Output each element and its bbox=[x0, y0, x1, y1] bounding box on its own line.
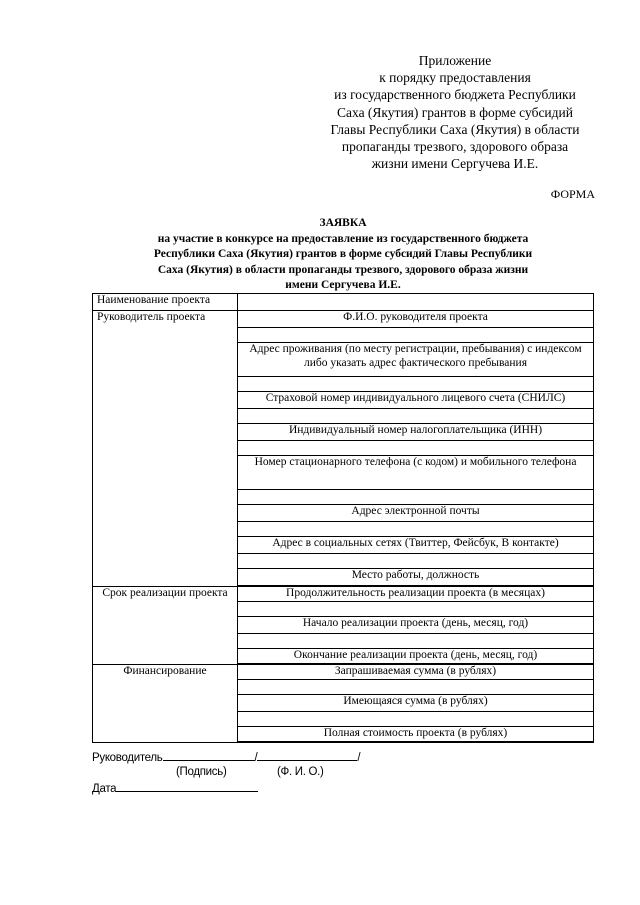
signature-caption: (Подпись) bbox=[176, 766, 227, 778]
name-caption: (Ф. И. О.) bbox=[277, 766, 324, 778]
signature-slash: / bbox=[254, 752, 258, 764]
forma-label: ФОРМА bbox=[550, 187, 595, 201]
heading-line: Республики Саха (Якутия) грантов в форме субсидий Главы Республики bbox=[153, 248, 533, 260]
signature-field[interactable] bbox=[163, 750, 255, 761]
appendix-line: Приложение bbox=[418, 53, 492, 68]
leader-snils-field[interactable] bbox=[238, 409, 594, 424]
heading-line: Саха (Якутия) в области пропаганды трезвого, здорового образа жизни bbox=[157, 263, 529, 276]
project-name-field[interactable] bbox=[238, 294, 594, 311]
leader-social-label: Адрес в социальных сетях (Твиттер, Фейсбук, В контакте) bbox=[238, 537, 594, 554]
heading-line: на участие в конкурсе на предоставление из государственного бюджета bbox=[157, 232, 529, 245]
application-heading bbox=[92, 216, 594, 294]
leader-inn-label: Индивидуальный номер налогоплательщика (ИНН) bbox=[238, 424, 594, 441]
leader-phone-field[interactable] bbox=[238, 490, 594, 505]
leader-email-label: Адрес электронной почты bbox=[238, 505, 594, 522]
leader-snils-label: Страховой номер индивидуального лицевого счета (СНИЛС) bbox=[238, 392, 594, 409]
leader-phone-label: Номер стационарного телефона (с кодом) и мобильного телефона bbox=[238, 456, 594, 490]
date-label: Дата bbox=[92, 783, 117, 795]
leader-section-label: Руководитель проекта bbox=[93, 311, 238, 587]
date-field[interactable] bbox=[116, 781, 258, 792]
application-form-table bbox=[92, 293, 594, 743]
term-start-label: Начало реализации проекта (день, месяц, год) bbox=[238, 617, 594, 634]
term-duration-field[interactable] bbox=[238, 602, 594, 617]
financing-section-label: Финансирование bbox=[93, 665, 238, 743]
appendix-line: Саха (Якутия) грантов в форме субсидий bbox=[337, 104, 573, 120]
heading-title: ЗАЯВКА bbox=[319, 217, 367, 229]
appendix-line: пропаганды трезвого, здорового образа bbox=[341, 139, 569, 155]
term-duration-label: Продолжительность реализации проекта (в месяцах) bbox=[238, 587, 594, 602]
appendix-line: к порядку предоставления bbox=[379, 70, 531, 86]
leader-inn-field[interactable] bbox=[238, 441, 594, 456]
financing-total-label: Полная стоимость проекта (в рублях) bbox=[238, 727, 594, 742]
appendix-line: из государственного бюджета Республики bbox=[334, 87, 576, 103]
leader-email-field[interactable] bbox=[238, 522, 594, 537]
project-name-label: Наименование проекта bbox=[93, 294, 238, 311]
heading-line: имени Сергучева И.Е. bbox=[285, 279, 401, 291]
term-start-field[interactable] bbox=[238, 634, 594, 649]
signature-slash-end: / bbox=[357, 752, 361, 764]
leader-fio-label: Ф.И.О. руководителя проекта bbox=[238, 311, 594, 328]
signature-line bbox=[92, 750, 360, 764]
appendix-line: жизни имени Сергучева И.Е. bbox=[371, 156, 539, 172]
appendix-block bbox=[300, 52, 610, 172]
date-line bbox=[92, 781, 258, 795]
leader-address-label: Адрес проживания (по месту регистрации, пребывания) с индексом либо указать адрес фактического пребывания bbox=[238, 343, 594, 377]
leader-social-field[interactable] bbox=[238, 554, 594, 569]
term-end-label: Окончание реализации проекта (день, месяц, год) bbox=[238, 649, 594, 664]
leader-fio-field[interactable] bbox=[238, 328, 594, 343]
appendix-line: Главы Республики Саха (Якутия) в области bbox=[330, 121, 580, 137]
financing-requested-label: Запрашиваемая сумма (в рублях) bbox=[238, 665, 594, 680]
leader-signature-label: Руководитель bbox=[92, 752, 163, 764]
leader-name-field[interactable] bbox=[257, 750, 357, 761]
financing-available-field[interactable] bbox=[238, 712, 594, 727]
leader-workplace-label: Место работы, должность bbox=[238, 569, 594, 586]
financing-total-field[interactable] bbox=[238, 742, 594, 743]
financing-requested-field[interactable] bbox=[238, 680, 594, 695]
term-section-label: Срок реализации проекта bbox=[93, 587, 238, 665]
financing-available-label: Имеющаяся сумма (в рублях) bbox=[238, 695, 594, 712]
leader-address-field[interactable] bbox=[238, 377, 594, 392]
